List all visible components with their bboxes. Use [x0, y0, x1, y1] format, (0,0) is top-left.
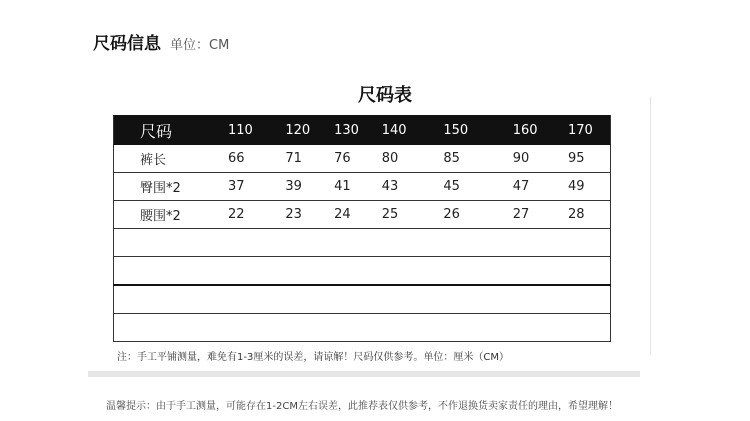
unit-label: 单位：CM: [170, 38, 230, 53]
empty-cell: [114, 257, 611, 286]
table-cell: 28: [562, 201, 611, 229]
table-cell: 90: [493, 145, 562, 173]
table-cell: 85: [423, 145, 492, 173]
table-cell: 26: [423, 201, 492, 229]
row-label: 裤长: [114, 145, 209, 173]
table-row: [114, 173, 611, 201]
empty-cell: [114, 285, 611, 314]
size-chart-title: 尺码表: [358, 85, 412, 106]
table-cell: 39: [277, 173, 328, 201]
table-cell: 76: [328, 145, 376, 173]
table-row: [114, 201, 611, 229]
measurement-note: 注：手工平铺测量，难免有1-3厘米的误差，请谅解！尺码仅供参考。单位：厘米（CM）: [117, 352, 509, 363]
table-cell: 24: [328, 201, 376, 229]
page-title: 尺码信息: [93, 34, 161, 54]
table-header-label: 尺码: [114, 116, 209, 145]
row-label: 腰围*2: [114, 201, 209, 229]
table-header-row: [114, 116, 611, 145]
size-cell: 130: [328, 116, 376, 145]
empty-cell: [114, 314, 611, 342]
table-cell: 43: [376, 173, 424, 201]
size-cell: 120: [277, 116, 328, 145]
table-cell: 25: [376, 201, 424, 229]
table-row: [114, 145, 611, 173]
table-cell: 37: [208, 173, 277, 201]
table-cell: 41: [328, 173, 376, 201]
table-row-empty: [114, 314, 611, 342]
size-cell: 140: [376, 116, 424, 145]
table-cell: 95: [562, 145, 611, 173]
table-cell: 49: [562, 173, 611, 201]
divider-vertical: [650, 97, 651, 355]
table-row-empty: [114, 285, 611, 314]
size-cell: 170: [562, 116, 611, 145]
section-divider: [88, 371, 640, 377]
page-header: [93, 29, 229, 54]
size-cell: 160: [493, 116, 562, 145]
empty-cell: [114, 229, 611, 257]
size-cell: 150: [423, 116, 492, 145]
table-cell: 45: [423, 173, 492, 201]
size-cell: 110: [208, 116, 277, 145]
table-cell: 47: [493, 173, 562, 201]
table-row-empty: [114, 257, 611, 286]
table-cell: 66: [208, 145, 277, 173]
row-label: 臀围*2: [114, 173, 209, 201]
table-cell: 71: [277, 145, 328, 173]
reminder-tip: 温馨提示：由于手工测量，可能存在1-2CM左右误差，此推荐表仅供参考，不作退换货卖家责任的理由，希望理解！: [106, 401, 618, 412]
table-cell: 22: [208, 201, 277, 229]
size-table: [113, 115, 611, 342]
table-cell: 23: [277, 201, 328, 229]
table-cell: 80: [376, 145, 424, 173]
table-cell: 27: [493, 201, 562, 229]
table-row-empty: [114, 229, 611, 257]
